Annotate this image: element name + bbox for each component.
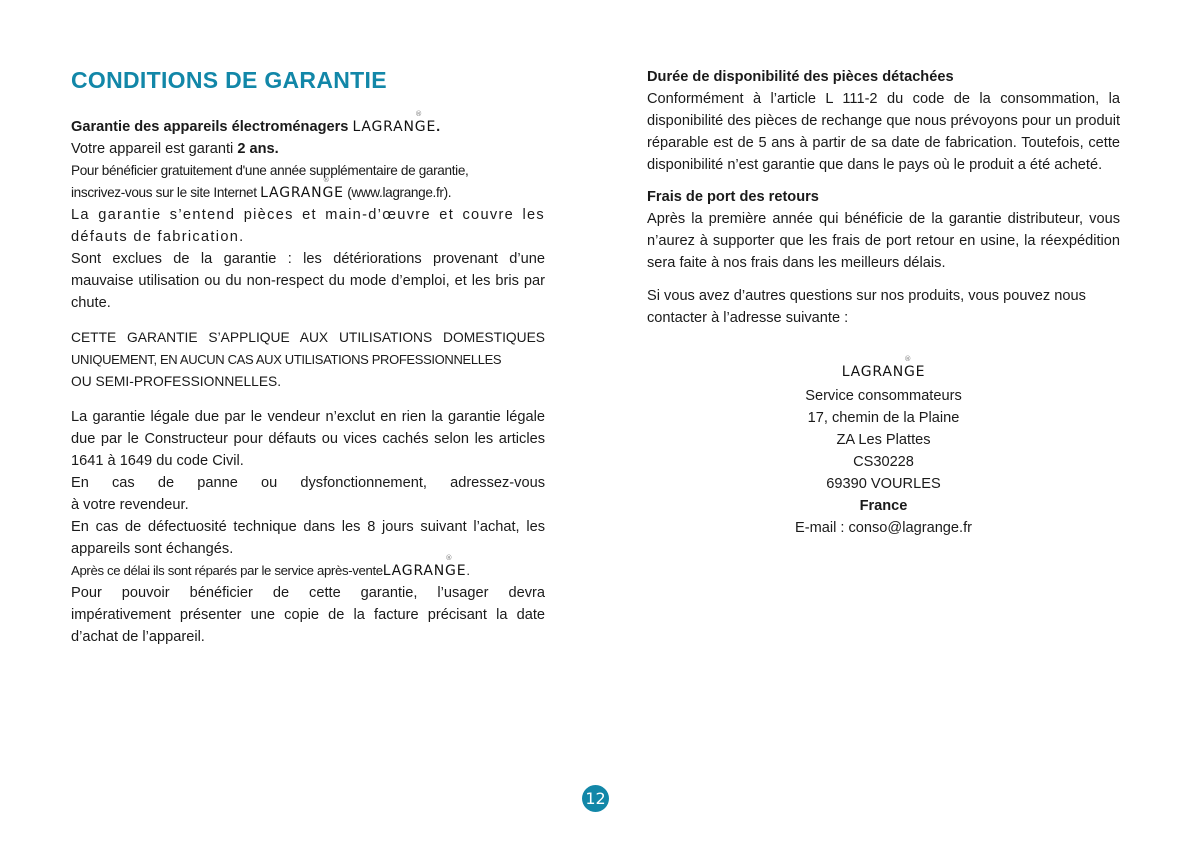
- guarantee-intro: Votre appareil est garanti 2 ans.: [71, 141, 279, 157]
- brand-logo: LAGRANGE ®: [352, 110, 437, 135]
- questions-text: Si vous avez d’autres questions sur nos produits, vous pouvez nous contacter à l’adresse suivante :: [647, 288, 1086, 326]
- brand-logo: LAGRANGE ®: [382, 554, 467, 579]
- shipping-text: Après la première année qui bénéficie de la garantie distributeur, vous n’aurez à supporter que les frais de port retour en usine, la réexpédition sera faite à nos frais dans les meilleurs délais.: [647, 211, 1120, 271]
- address-country: France: [859, 498, 908, 514]
- after-delay-text: Après ce délai ils sont réparés par le service après-venteLAGRANGE ® .: [71, 554, 470, 579]
- legal-guarantee-text: La garantie légale due par le vendeur n’exclut en rien la garantie légale due par le Constructeur pour défauts ou vices cachés selon les articles 1641 à 1649 du code Civil.: [71, 409, 545, 469]
- contact-email: E-mail : conso@lagrange.fr: [794, 520, 973, 536]
- guarantee-heading: Garantie des appareils électroménagers LAGRANGE ® .: [71, 110, 441, 135]
- usage-text: impérativement présenter une copie de la facture précisant la date d’achat de l’appareil.: [71, 607, 545, 645]
- parts-heading: Durée de disponibilité des pièces détachées: [647, 69, 954, 85]
- coverage-text: La garantie s’entend pièces et main-d’œuvre et couvre les défauts de fabrication.: [71, 207, 545, 245]
- extra-year-line2: inscrivez-vous sur le site Internet LAGRANGE ® (www.lagrange.fr).: [71, 176, 452, 201]
- contact-address: [647, 355, 1120, 539]
- extra-year-line1: Pour bénéficier gratuitement d'une année supplémentaire de garantie,: [71, 163, 469, 178]
- shipping-heading: Frais de port des retours: [647, 189, 819, 205]
- domestic-use-notice: CETTE GARANTIE S’APPLIQUE AUX UTILISATIONS DOMESTIQUES UNIQUEMENT, EN AUCUN CAS AUX UTILISATIONS PROFESSIONNELLES OU SEMI-PROFESSIONNELLES.: [71, 330, 545, 389]
- page-number: 12: [582, 785, 609, 812]
- usage-line1: Pour pouvoir bénéficier de cette garantie, l’usager devra: [71, 585, 545, 601]
- address-service: Service consommateurs: [805, 388, 962, 404]
- page-title: CONDITIONS DE GARANTIE: [71, 67, 387, 93]
- brand-logo: LAGRANGE ®: [260, 176, 344, 201]
- address-box: CS30228: [853, 454, 914, 470]
- address-city: 69390 VOURLES: [826, 476, 941, 492]
- guarantee-duration: 2 ans.: [237, 141, 279, 157]
- breakdown-line2: à votre revendeur.: [71, 497, 189, 513]
- breakdown-line1: En cas de panne ou dysfonctionnement, adressez-vous: [71, 475, 545, 491]
- defect-text: En cas de défectuosité technique dans les 8 jours suivant l’achat, les appareils sont échangés.: [71, 519, 545, 557]
- left-column: [71, 66, 545, 648]
- brand-logo: LAGRANGE ®: [841, 355, 926, 380]
- parts-text: Conformément à l’article L 111-2 du code de la consommation, la disponibilité des pièces de rechange que nous prévoyons pour un produit réparable est de 5 ans à partir de sa date de fabrication. Toutefois, cette disponibilité n’est garantie que dans le pays où le produit a été acheté.: [647, 91, 1120, 173]
- address-street: 17, chemin de la Plaine: [807, 410, 960, 426]
- right-column: [647, 66, 1120, 539]
- address-zone: ZA Les Plattes: [836, 432, 931, 448]
- exclusions-text: Sont exclues de la garantie : les détériorations provenant d’une mauvaise utilisation ou du non-respect du mode d’emploi, et les bris par chute.: [71, 251, 545, 311]
